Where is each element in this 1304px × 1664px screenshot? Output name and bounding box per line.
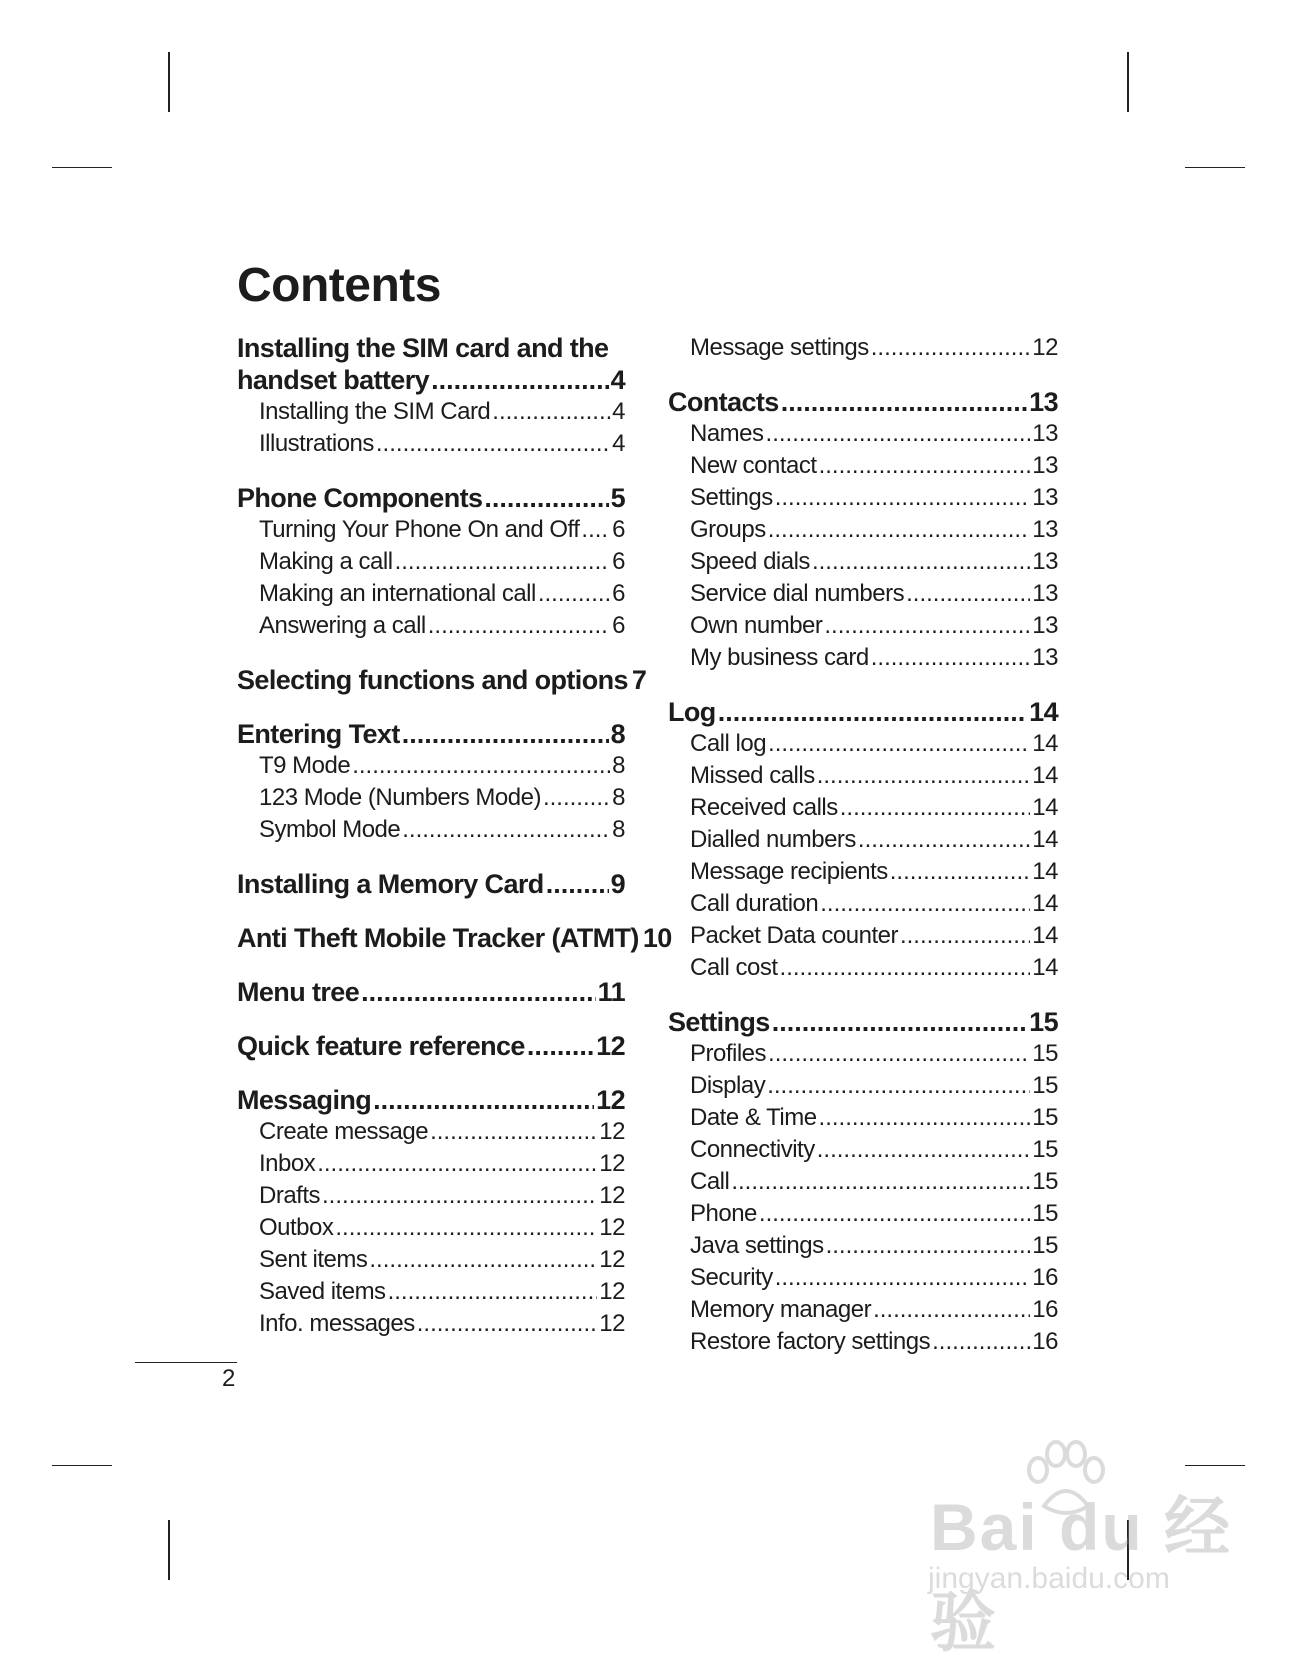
toc-heading[interactable] bbox=[237, 922, 672, 954]
toc-entry-label: Illustrations bbox=[259, 430, 374, 457]
dot-leader bbox=[812, 546, 1030, 578]
dot-leader bbox=[322, 1180, 597, 1212]
toc-heading[interactable] bbox=[237, 976, 625, 1008]
toc-entry[interactable] bbox=[237, 578, 625, 610]
toc-entry-page: 6 bbox=[612, 580, 625, 607]
toc-entry-label: Making an international call bbox=[259, 580, 536, 607]
toc-heading-page: 9 bbox=[610, 869, 625, 899]
toc-entry[interactable] bbox=[237, 1308, 625, 1340]
toc-section bbox=[237, 1030, 625, 1062]
toc-section bbox=[237, 868, 625, 900]
toc-entry[interactable] bbox=[668, 792, 1058, 824]
toc-entry[interactable] bbox=[668, 952, 1058, 984]
toc-entry[interactable] bbox=[237, 1116, 625, 1148]
toc-entry-page: 14 bbox=[1032, 794, 1058, 821]
baidu-watermark bbox=[920, 1430, 1240, 1659]
dot-leader bbox=[417, 1308, 598, 1340]
toc-entry-label: Message settings bbox=[690, 334, 869, 361]
toc-entry-label: Received calls bbox=[690, 794, 838, 821]
toc-entry-label: Java settings bbox=[690, 1232, 824, 1259]
toc-entry-page: 4 bbox=[612, 398, 625, 425]
toc-entry-page: 8 bbox=[612, 784, 625, 811]
toc-entry-label: Installing the SIM Card bbox=[259, 398, 491, 425]
toc-entry[interactable] bbox=[668, 546, 1058, 578]
dot-leader bbox=[817, 760, 1031, 792]
toc-entry-label: Groups bbox=[690, 516, 766, 543]
toc-entry-page: 13 bbox=[1032, 452, 1058, 479]
toc-entry-label: Settings bbox=[690, 484, 773, 511]
toc-entry[interactable] bbox=[237, 750, 625, 782]
toc-entry[interactable] bbox=[668, 760, 1058, 792]
toc-entry[interactable] bbox=[237, 782, 625, 814]
toc-heading[interactable] bbox=[237, 868, 625, 900]
dot-leader bbox=[317, 1148, 597, 1180]
dot-leader bbox=[768, 728, 1030, 760]
toc-heading-label: Anti Theft Mobile Tracker (ATMT) bbox=[237, 923, 639, 953]
toc-entry[interactable] bbox=[668, 482, 1058, 514]
dot-leader bbox=[361, 976, 596, 1008]
dot-leader bbox=[731, 1166, 1030, 1198]
toc-entry-label: Date & Time bbox=[690, 1104, 817, 1131]
toc-left-column bbox=[237, 332, 672, 1362]
dot-leader bbox=[373, 1084, 594, 1116]
crop-mark-top-left-v bbox=[168, 52, 170, 112]
dot-leader bbox=[430, 1116, 597, 1148]
toc-heading[interactable] bbox=[237, 482, 625, 514]
toc-entry-label: Outbox bbox=[259, 1214, 334, 1241]
toc-entry[interactable] bbox=[668, 1134, 1058, 1166]
toc-heading[interactable] bbox=[668, 696, 1058, 728]
toc-entry-label: Sent items bbox=[259, 1246, 368, 1273]
toc-heading[interactable] bbox=[237, 1084, 625, 1116]
toc-entry-label: Message recipients bbox=[690, 858, 888, 885]
dot-leader bbox=[900, 920, 1030, 952]
toc-entry-page: 15 bbox=[1032, 1104, 1058, 1131]
toc-heading-page: 11 bbox=[597, 977, 625, 1007]
dot-leader bbox=[817, 1134, 1031, 1166]
toc-entry-page: 13 bbox=[1032, 516, 1058, 543]
toc-entry-label: Dialled numbers bbox=[690, 826, 856, 853]
toc-entry-page: 15 bbox=[1032, 1136, 1058, 1163]
crop-mark-bottom-left-v bbox=[168, 1520, 170, 1580]
toc-heading-label: Log bbox=[668, 697, 716, 727]
toc-entry-label: Call bbox=[690, 1168, 730, 1195]
dot-leader bbox=[826, 1230, 1031, 1262]
watermark-logo: Bai du 经验 bbox=[930, 1490, 1233, 1659]
dot-leader bbox=[824, 610, 1030, 642]
toc-section bbox=[237, 976, 625, 1008]
toc-heading-line: Installing the SIM card and the bbox=[237, 333, 609, 363]
dot-leader bbox=[376, 428, 610, 460]
dot-leader bbox=[759, 1198, 1030, 1230]
toc-entry-label: My business card bbox=[690, 644, 869, 671]
dot-leader bbox=[581, 514, 610, 546]
toc-entry[interactable] bbox=[668, 824, 1058, 856]
dot-leader bbox=[858, 824, 1030, 856]
toc-heading-page: 12 bbox=[596, 1085, 625, 1115]
toc-entry[interactable] bbox=[668, 1198, 1058, 1230]
toc-heading-page: 10 bbox=[642, 923, 672, 953]
toc-entry-label: Packet Data counter bbox=[690, 922, 898, 949]
toc-heading-page: 14 bbox=[1029, 697, 1058, 727]
toc-entry-label: Call cost bbox=[690, 954, 778, 981]
toc-heading-label: Contacts bbox=[668, 387, 779, 417]
toc-entry-label: 123 Mode (Numbers Mode) bbox=[259, 784, 541, 811]
toc-entry[interactable] bbox=[668, 1230, 1058, 1262]
toc-entry-page: 14 bbox=[1032, 890, 1058, 917]
toc-heading-label: handset battery bbox=[237, 365, 430, 395]
dot-leader bbox=[840, 792, 1031, 824]
toc-entry[interactable] bbox=[237, 1148, 625, 1180]
toc-heading-label: Selecting functions and options bbox=[237, 665, 628, 695]
dot-leader bbox=[352, 750, 610, 782]
toc-section bbox=[237, 922, 672, 954]
dot-leader bbox=[492, 396, 610, 428]
dot-leader bbox=[767, 1070, 1030, 1102]
toc-section bbox=[668, 696, 1058, 984]
dot-leader bbox=[906, 578, 1030, 610]
toc-heading[interactable] bbox=[237, 664, 647, 696]
toc-entry[interactable] bbox=[237, 814, 625, 846]
dot-leader bbox=[718, 696, 1027, 728]
toc-entry-label: Symbol Mode bbox=[259, 816, 401, 843]
dot-leader bbox=[538, 578, 610, 610]
footer-rule bbox=[135, 1362, 237, 1363]
dot-leader bbox=[775, 482, 1031, 514]
toc-entry-page: 12 bbox=[599, 1278, 625, 1305]
dot-leader bbox=[402, 718, 609, 750]
toc-section bbox=[668, 332, 1058, 364]
toc-entry[interactable] bbox=[668, 1294, 1058, 1326]
toc-entry[interactable] bbox=[668, 1038, 1058, 1070]
toc-entry[interactable] bbox=[668, 1326, 1058, 1358]
dot-leader bbox=[772, 1006, 1027, 1038]
toc-entry[interactable] bbox=[237, 1244, 625, 1276]
toc-entry-page: 16 bbox=[1032, 1296, 1058, 1323]
crop-mark-top-right-v bbox=[1127, 52, 1129, 112]
toc-entry-label: Call log bbox=[690, 730, 767, 757]
toc-entry-label: Create message bbox=[259, 1118, 429, 1145]
dot-leader bbox=[431, 364, 609, 396]
dot-leader bbox=[766, 418, 1031, 450]
toc-heading-page: 12 bbox=[596, 1031, 625, 1061]
toc-heading-label: Phone Components bbox=[237, 483, 483, 513]
toc-entry-label: Making a call bbox=[259, 548, 393, 575]
toc-entry-label: Profiles bbox=[690, 1040, 767, 1067]
dot-leader bbox=[871, 332, 1031, 364]
toc-entry-label: Call duration bbox=[690, 890, 819, 917]
toc-entry-label: T9 Mode bbox=[259, 752, 351, 779]
toc-entry-page: 14 bbox=[1032, 954, 1058, 981]
toc-entry[interactable] bbox=[668, 920, 1058, 952]
dot-leader bbox=[395, 546, 611, 578]
dot-leader bbox=[780, 952, 1031, 984]
toc-entry-label: New contact bbox=[690, 452, 817, 479]
toc-heading[interactable] bbox=[237, 718, 625, 750]
toc-entry-page: 12 bbox=[599, 1150, 625, 1177]
toc-entry[interactable] bbox=[668, 1262, 1058, 1294]
dot-leader bbox=[768, 514, 1031, 546]
toc-entry-page: 14 bbox=[1032, 826, 1058, 853]
dot-leader bbox=[388, 1276, 598, 1308]
page-number: 2 bbox=[222, 1365, 236, 1392]
toc-entry[interactable] bbox=[668, 514, 1058, 546]
toc-entry-page: 13 bbox=[1032, 484, 1058, 511]
toc-entry-label: Memory manager bbox=[690, 1296, 872, 1323]
toc-entry-page: 14 bbox=[1032, 922, 1058, 949]
toc-heading[interactable] bbox=[668, 1006, 1058, 1038]
toc-entry[interactable] bbox=[237, 1276, 625, 1308]
toc-heading[interactable] bbox=[668, 386, 1058, 418]
toc-entry-page: 12 bbox=[599, 1246, 625, 1273]
toc-entry-page: 15 bbox=[1032, 1040, 1058, 1067]
toc-section bbox=[237, 664, 647, 696]
toc-heading[interactable] bbox=[237, 364, 625, 396]
dot-leader bbox=[335, 1212, 597, 1244]
toc-section bbox=[237, 718, 625, 846]
toc-entry[interactable] bbox=[237, 428, 625, 460]
toc-section bbox=[668, 1006, 1058, 1358]
toc-entry[interactable] bbox=[668, 728, 1058, 760]
toc-entry-page: 13 bbox=[1032, 644, 1058, 671]
toc-entry-label: Saved items bbox=[259, 1278, 386, 1305]
toc-entry-label: Connectivity bbox=[690, 1136, 815, 1163]
toc-entry-page: 13 bbox=[1032, 548, 1058, 575]
toc-entry[interactable] bbox=[237, 396, 625, 428]
dot-leader bbox=[775, 1262, 1031, 1294]
toc-entry[interactable] bbox=[668, 450, 1058, 482]
toc-entry-page: 13 bbox=[1032, 612, 1058, 639]
toc-section bbox=[237, 1084, 625, 1340]
toc-entry-page: 6 bbox=[612, 516, 625, 543]
toc-entry-page: 13 bbox=[1032, 580, 1058, 607]
toc-heading-label: Messaging bbox=[237, 1085, 372, 1115]
toc-heading-label: Menu tree bbox=[237, 977, 360, 1007]
toc-entry-page: 16 bbox=[1032, 1328, 1058, 1355]
toc-entry-label: Display bbox=[690, 1072, 766, 1099]
toc-entry-page: 8 bbox=[612, 816, 625, 843]
dot-leader bbox=[484, 482, 608, 514]
watermark-url: jingyan.baidu.com bbox=[928, 1562, 1170, 1595]
toc-entry-page: 15 bbox=[1032, 1168, 1058, 1195]
toc-entry-page: 15 bbox=[1032, 1072, 1058, 1099]
crop-mark-bottom-left-h bbox=[52, 1465, 112, 1466]
toc-entry-label: Names bbox=[690, 420, 764, 447]
toc-entry[interactable] bbox=[237, 1180, 625, 1212]
toc-entry-label: Info. messages bbox=[259, 1310, 415, 1337]
toc-entry[interactable] bbox=[668, 642, 1058, 674]
toc-entry[interactable] bbox=[237, 514, 625, 546]
toc-entry[interactable] bbox=[668, 856, 1058, 888]
toc-heading-label: Installing a Memory Card bbox=[237, 869, 544, 899]
toc-entry[interactable] bbox=[668, 332, 1058, 364]
dot-leader bbox=[768, 1038, 1030, 1070]
dot-leader bbox=[527, 1030, 594, 1062]
toc-section bbox=[237, 482, 625, 642]
toc-entry[interactable] bbox=[237, 546, 625, 578]
dot-leader bbox=[369, 1244, 597, 1276]
toc-entry-label: Missed calls bbox=[690, 762, 815, 789]
toc-entry[interactable] bbox=[668, 1102, 1058, 1134]
dot-leader bbox=[871, 642, 1031, 674]
toc-entry[interactable] bbox=[668, 610, 1058, 642]
toc-entry-label: Phone bbox=[690, 1200, 757, 1227]
toc-entry-label: Answering a call bbox=[259, 612, 426, 639]
toc-entry-label: Restore factory settings bbox=[690, 1328, 931, 1355]
toc-entry-page: 6 bbox=[612, 548, 625, 575]
toc-heading-page: 8 bbox=[610, 719, 625, 749]
toc-entry-page: 12 bbox=[599, 1214, 625, 1241]
toc-entry-label: Turning Your Phone On and Off bbox=[259, 516, 580, 543]
dot-leader bbox=[428, 610, 610, 642]
toc-heading[interactable] bbox=[237, 1030, 625, 1062]
toc-heading-page: 13 bbox=[1029, 387, 1058, 417]
toc-entry-label: Inbox bbox=[259, 1150, 316, 1177]
dot-leader bbox=[402, 814, 610, 846]
toc-entry-page: 6 bbox=[612, 612, 625, 639]
toc-heading-page: 4 bbox=[610, 365, 625, 395]
dot-leader bbox=[546, 868, 609, 900]
dot-leader bbox=[819, 450, 1031, 482]
toc-entry-page: 12 bbox=[1032, 334, 1058, 361]
dot-leader bbox=[820, 888, 1030, 920]
toc-entry-page: 14 bbox=[1032, 730, 1058, 757]
toc-entry-label: Speed dials bbox=[690, 548, 810, 575]
page-title: Contents bbox=[237, 259, 441, 312]
toc-entry[interactable] bbox=[668, 1166, 1058, 1198]
toc-entry[interactable] bbox=[668, 888, 1058, 920]
toc-entry-page: 12 bbox=[599, 1310, 625, 1337]
toc-entry-label: Own number bbox=[690, 612, 823, 639]
dot-leader bbox=[932, 1326, 1030, 1358]
toc-heading-label: Settings bbox=[668, 1007, 770, 1037]
toc-heading-label: Entering Text bbox=[237, 719, 400, 749]
dot-leader bbox=[819, 1102, 1031, 1134]
dot-leader bbox=[543, 782, 610, 814]
toc-entry-label: Service dial numbers bbox=[690, 580, 905, 607]
toc-entry-page: 12 bbox=[599, 1118, 625, 1145]
crop-mark-top-right-h bbox=[1185, 167, 1245, 168]
toc-entry[interactable] bbox=[668, 418, 1058, 450]
toc-right-column bbox=[668, 332, 1058, 1380]
dot-leader bbox=[781, 386, 1027, 418]
toc-section bbox=[237, 332, 625, 460]
toc-entry[interactable] bbox=[668, 578, 1058, 610]
crop-mark-top-left-h bbox=[52, 167, 112, 168]
toc-entry-label: Security bbox=[690, 1264, 773, 1291]
toc-entry-page: 4 bbox=[612, 430, 625, 457]
dot-leader bbox=[873, 1294, 1030, 1326]
toc-entry-page: 14 bbox=[1032, 858, 1058, 885]
toc-entry-page: 8 bbox=[612, 752, 625, 779]
toc-entry-page: 14 bbox=[1032, 762, 1058, 789]
toc-entry-page: 13 bbox=[1032, 420, 1058, 447]
toc-heading-page: 5 bbox=[610, 483, 625, 513]
toc-entry-page: 16 bbox=[1032, 1264, 1058, 1291]
toc-heading-label: Quick feature reference bbox=[237, 1031, 525, 1061]
toc-entry-page: 12 bbox=[599, 1182, 625, 1209]
toc-entry[interactable] bbox=[668, 1070, 1058, 1102]
toc-section bbox=[668, 386, 1058, 674]
toc-entry[interactable] bbox=[237, 610, 625, 642]
toc-entry-page: 15 bbox=[1032, 1200, 1058, 1227]
toc-entry-label: Drafts bbox=[259, 1182, 321, 1209]
toc-heading-page: 7 bbox=[631, 665, 647, 695]
toc-entry-page: 15 bbox=[1032, 1232, 1058, 1259]
dot-leader bbox=[890, 856, 1031, 888]
toc-entry[interactable] bbox=[237, 1212, 625, 1244]
toc-heading-page: 15 bbox=[1029, 1007, 1058, 1037]
